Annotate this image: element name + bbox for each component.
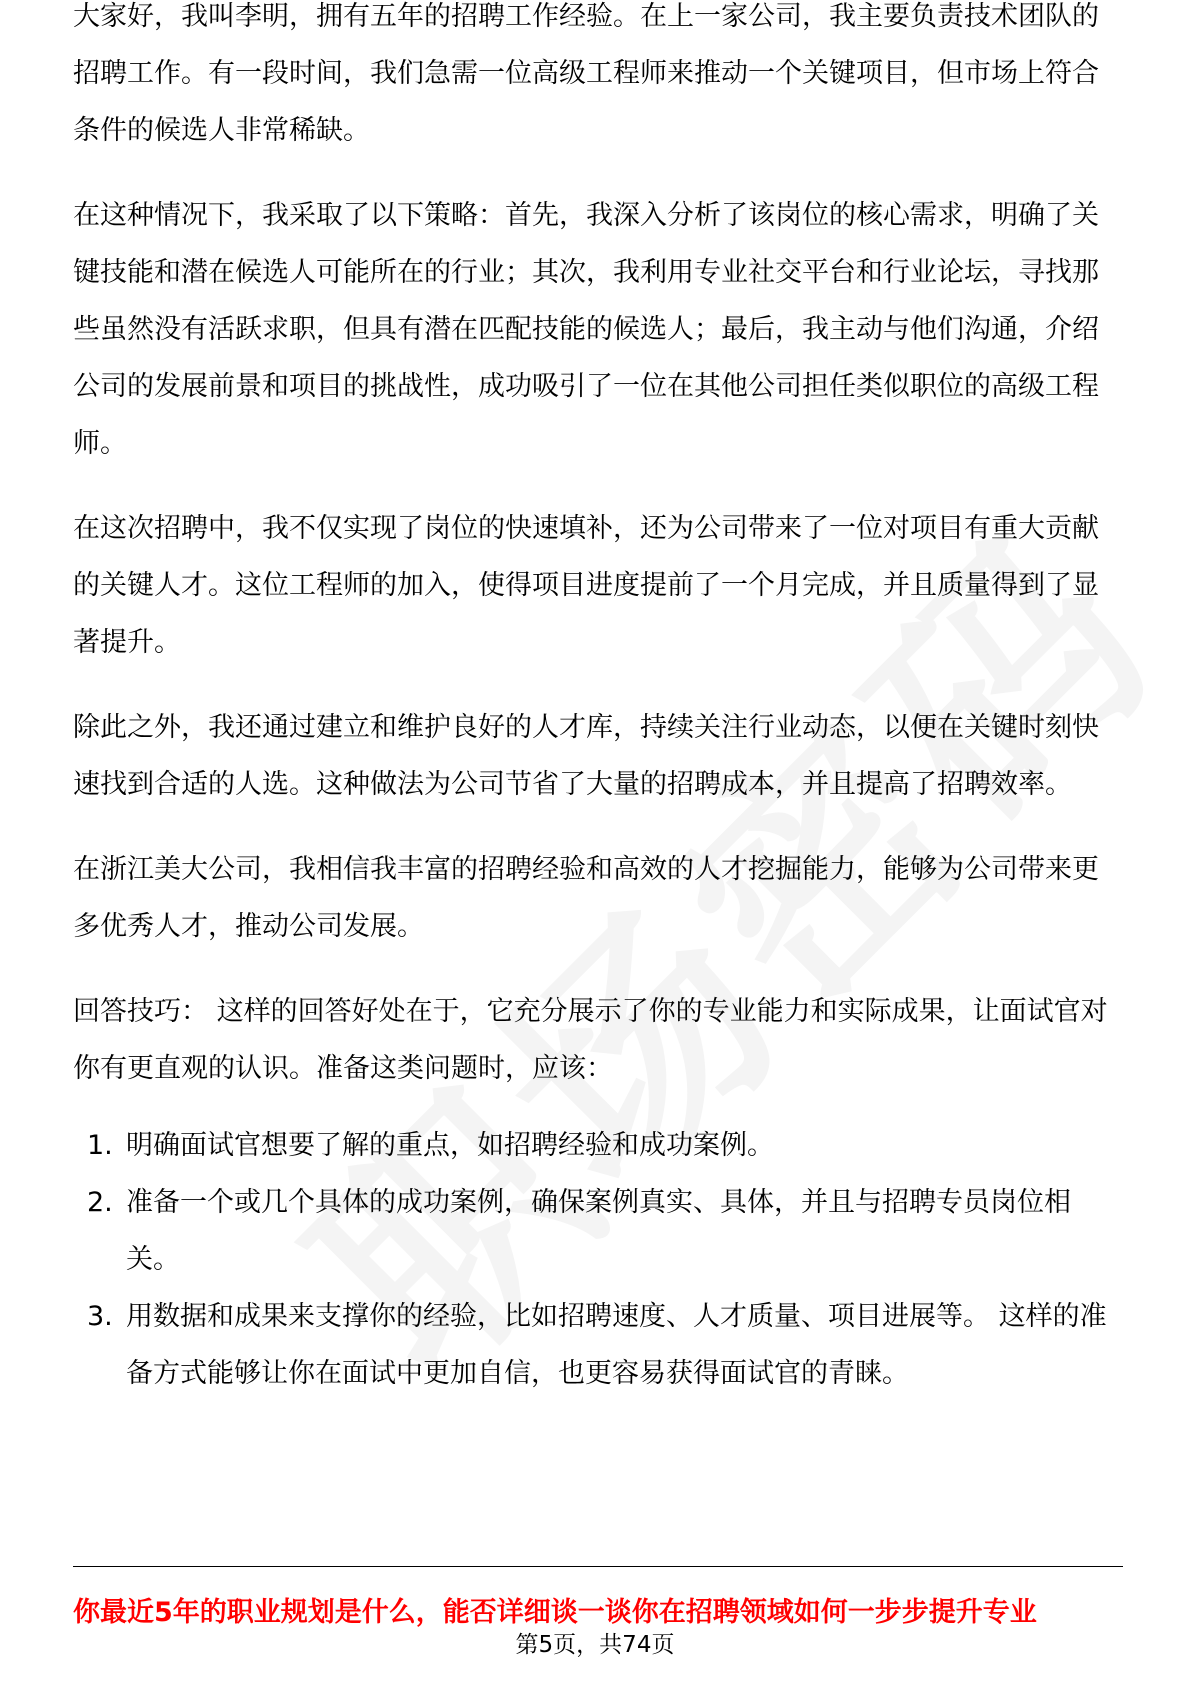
paragraph-strategy: 在这种情况下，我采取了以下策略：首先，我深入分析了该岗位的核心需求，明确了关键技能和潜在候选人可能所在的行业；其次，我利用专业社交平台和行业论坛，寻找那些虽然没有活跃求职，但具有潜在匹配技能的候选人；最后，我主动与他们沟通，介绍公司的发展前景和项目的挑战性，成功吸引了一位在其他公司担任类似职位的高级工程师。: [73, 200, 1099, 459]
paragraph-answer-tips: 回答技巧： 这样的回答好处在于，它充分展示了你的专业能力和实际成果，让面试官对你有更直观的认识。准备这类问题时，应该：: [73, 996, 1108, 1084]
paragraph-result: 在这次招聘中，我不仅实现了岗位的快速填补，还为公司带来了一位对项目有重大贡献的关键人才。这位工程师的加入，使得项目进度提前了一个月完成，并且质量得到了显著提升。: [73, 513, 1099, 658]
tips-list: [73, 1117, 1123, 1402]
page-footer: 第5页，共74页: [515, 1632, 675, 1658]
list-item-text: 明确面试官想要了解的重点，如招聘经验和成功案例。: [126, 1130, 774, 1161]
list-item: [73, 1174, 1123, 1288]
list-item-number: 2.: [87, 1187, 113, 1218]
list-item-text: 准备一个或几个具体的成功案例，确保案例真实、具体，并且与招聘专员岗位相关。: [126, 1187, 1071, 1275]
list-item: [73, 1117, 1123, 1174]
list-item-number: 1.: [87, 1130, 113, 1161]
paragraph-talent-pool: 除此之外，我还通过建立和维护良好的人才库，持续关注行业动态，以便在关键时刻快速找到合适的人选。这种做法为公司节省了大量的招聘成本，并且提高了招聘效率。: [73, 712, 1099, 800]
paragraph-intro: 大家好，我叫李明，拥有五年的招聘工作经验。在上一家公司，我主要负责技术团队的招聘工作。有一段时间，我们急需一位高级工程师来推动一个关键项目，但市场上符合条件的候选人非常稀缺。: [73, 1, 1099, 146]
next-question-heading: 你最近5年的职业规划是什么，能否详细谈一谈你在招聘领域如何一步步提升专业: [73, 1597, 1037, 1628]
main-content: [73, 1, 1123, 1402]
list-item: [73, 1288, 1123, 1402]
section-divider: [73, 1566, 1123, 1567]
list-item-text: 用数据和成果来支撑你的经验，比如招聘速度、人才质量、项目进展等。 这样的准备方式能够让你在面试中更加自信，也更容易获得面试官的青睐。: [126, 1301, 1107, 1389]
list-item-number: 3.: [87, 1301, 113, 1332]
paragraph-conclusion: 在浙江美大公司，我相信我丰富的招聘经验和高效的人才挖掘能力，能够为公司带来更多优秀人才，推动公司发展。: [73, 854, 1099, 942]
